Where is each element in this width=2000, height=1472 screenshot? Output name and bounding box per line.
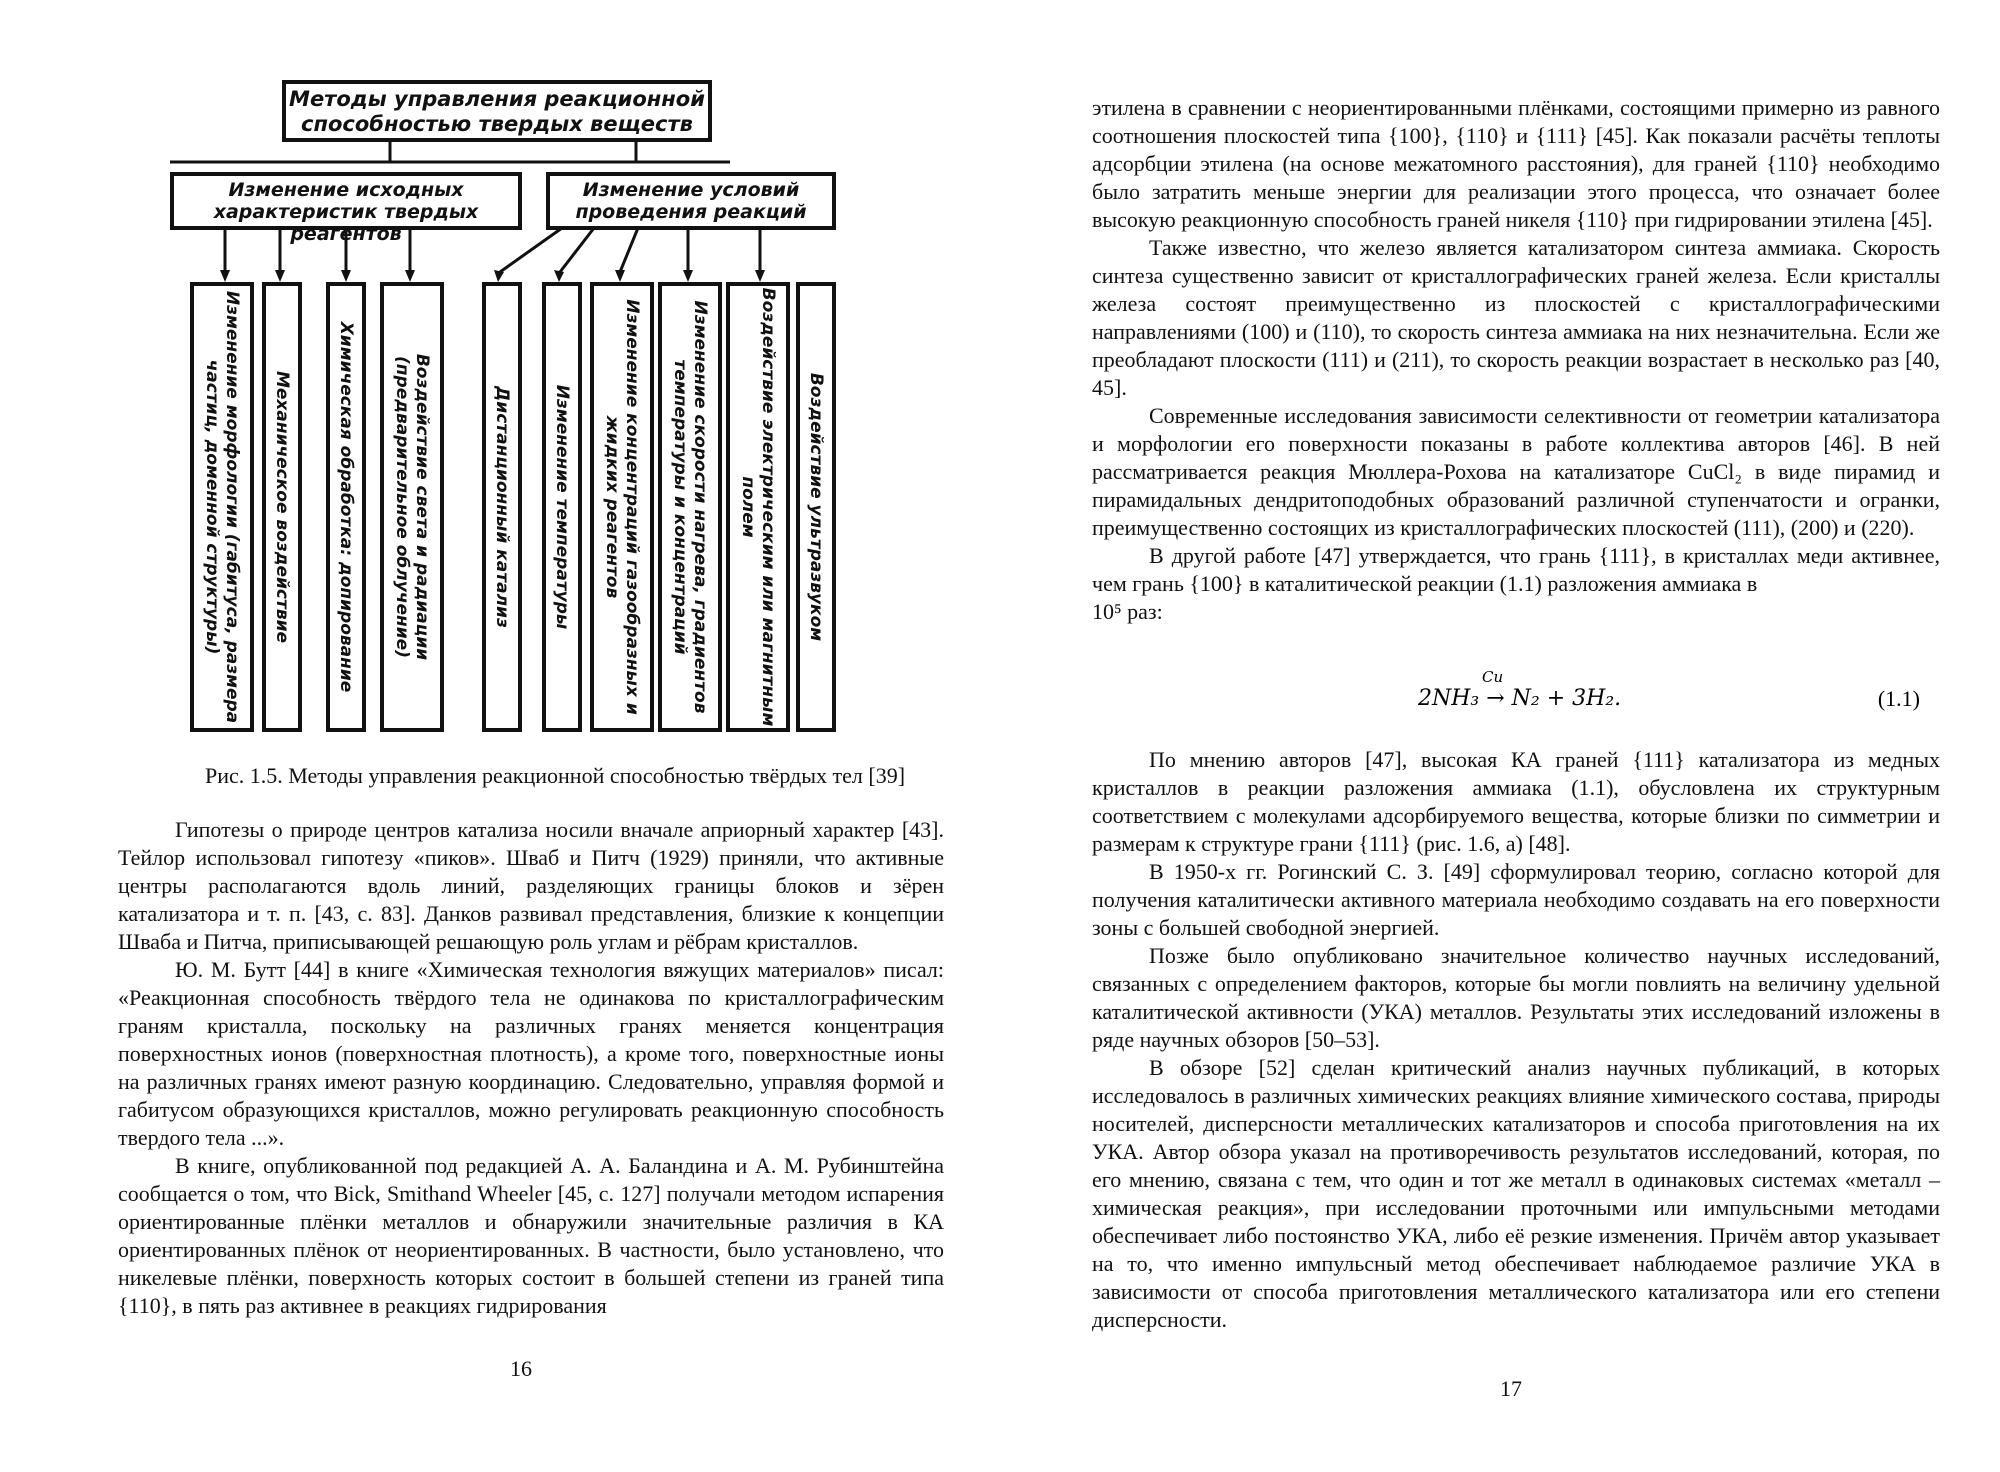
paragraph: Также известно, что железо является катализатором синтеза аммиака. Скорость синтеза существенно зависит от кристаллографических граней железа. Если кристаллы железа состоят преимущественно из плоскостей с кристаллографическими направлениями (100) и (110), то скорость синтеза аммиака на них незначительна. Если же преобладают плоскости (111) и (211), то скорость реакции возрастает в несколько раз [40, 45]. <box>1092 235 1940 400</box>
diagram-left-branch <box>170 172 522 245</box>
right-body-bottom <box>1092 746 1940 1334</box>
page-number-left: 16 <box>510 1356 532 1381</box>
paragraph: этилена в сравнении с неориентированными плёнками, состоящими примерно из равного соотношения плоскостей типа {100}, {110} и {111} [45]. Как показали расчёты теплоты адсорбции этилена (на основе межатомного расстояния), для граней {110} необходимо было затратить меньше энергии для реализации этого процесса, что означает более высокую реакционную способность граней никеля {110} при гидрировании этилена [45]. <box>1092 95 1940 232</box>
diagram-item-remote-catalysis <box>482 282 522 732</box>
diagram-item-concentrations <box>590 282 654 732</box>
diagram-item-label: Химическая обработка: допирование <box>336 321 356 693</box>
paragraph: В другой работе [47] утверждается, что грань {111}, в кристаллах меди активнее, чем грань {100} в каталитической реакции (1.1) разложения аммиака в <box>1092 543 1940 596</box>
paragraph: В обзоре [52] сделан критический анализ научных публикаций, в которых исследовалось в различных химических реакциях влияние химического состава, природы носителей, дисперсности металлических катализаторов и способа приготовления на их УКА. Автор обзора указал на противоречивость результатов исследований, которая, по его мнению, связана с тем, что один и тот же металл в одинаковых системах «металл – химическая реакция», при исследовании проточными или импульсными методами обеспечивает либо постоянство УКА, либо её резкие изменения. Причём автор указывает на то, что именно импульсный метод обеспечивает наблюдаемое различие УКА в зависимости от способа приготовления металлического катализатора или его степени дисперсности. <box>1092 1055 1940 1332</box>
equation-number: (1.1) <box>1877 686 1920 711</box>
diagram-item-label: Воздействие ультразвуком <box>806 372 826 642</box>
diagram-item-label: Изменение скорости нагрева, градиентов температуры и концентраций <box>670 300 710 714</box>
diagram-item-label: Изменение концентраций газообразных и жидких реагентов <box>602 299 642 715</box>
paragraph: По мнению авторов [47], высокая КА граней {111} катализатора из медных кристаллов в реакции разложения аммиака (1.1), обусловлена их структурным соответствием с молекулами адсорбируемого вещества, которые близки по симметрии и размерам к структуре грани {111} (рис. 1.6, а) [48]. <box>1092 747 1940 856</box>
diagram-item-label: Изменение температуры <box>552 384 572 630</box>
diagram-top-box <box>282 80 712 142</box>
equation-expression: 2NH₃ → N₂ + 3H₂. <box>1418 686 1622 711</box>
paragraph: Современные исследования зависимости селективности от геометрии катализатора и морфологии его поверхности показаны в работе коллектива авторов [46]. В ней рассматривается реакция Мюллера-Рохова на катализаторе CuCl₂ в виде пирамид и пирамидальных дендритоподобных образований различной ступенчатости и огранки, преимущественно состоящих из кристаллографических плоскостей (111), (200) и (220). <box>1092 403 1940 540</box>
equation-catalyst: Cu <box>1482 668 1504 686</box>
right-body-top <box>1092 94 1940 626</box>
figure-caption: Рис. 1.5. Методы управления реакционной способностью твёрдых тел [39] <box>204 763 906 788</box>
page-number-right: 17 <box>1500 1376 1522 1401</box>
left-body <box>118 816 944 1320</box>
diagram-item-label: Механическое воздействие <box>272 370 292 644</box>
diagram-right-branch <box>546 172 836 230</box>
diagram-item-ultrasound <box>796 282 836 732</box>
diagram-item-label: Изменение морфологии (габитуса, размера частиц, доменной структуры) <box>202 290 242 724</box>
paragraph: В книге, опубликованной под редакцией А. А. Баландина и А. М. Рубинштейна сообщается о том, что Bick, Smithand Wheeler [45, с. 127] получали методом испарения ориентированные плёнки металлов и обнаружили значительные различия в КА ориентированных плёнок от неориентированных. В частности, было установлено, что никелевые плёнки, поверхность которых состоит в большей степени из граней типа {110}, в пять раз активнее в реакциях гидрирования <box>118 1153 944 1318</box>
diagram-right-branch-label: Изменение условий проведения реакций <box>575 179 807 223</box>
diagram-item-label: Воздействие электрическим или магнитным полем <box>738 287 778 727</box>
diagram-item-electric-magnetic <box>726 282 790 732</box>
diagram-item-light-radiation <box>380 282 444 732</box>
diagram-item-label: Воздействие света и радиации (предварительное облучение) <box>392 353 432 661</box>
diagram-item-heating-rate <box>658 282 722 732</box>
paragraph: В 1950-х гг. Рогинский С. З. [49] сформулировал теорию, согласно которой для получения каталитически активного материала необходимо создавать на его поверхности зоны с большей свободной энергией. <box>1092 859 1940 940</box>
diagram-item-mechanical <box>262 282 302 732</box>
diagram-item-temperature <box>542 282 582 732</box>
diagram-item-label: Дистанционный катализ <box>492 386 512 628</box>
diagram-item-morphology <box>190 282 254 732</box>
diagram-left-branch-label: Изменение исходных характеристик твердых реагентов <box>213 179 479 245</box>
diagram-top-label: Методы управления реакционной способностью твердых веществ <box>289 87 705 136</box>
paragraph: Ю. М. Бутт [44] в книге «Химическая технология вяжущих материалов» писал: «Реакционная способность твёрдого тела не одинакова по кристаллографическим граням кристалла, поскольку на различных гранях меняется концентрация поверхностных ионов (поверхностная плотность), а кроме того, поверхностные ионы на различных гранях имеют разную координацию. Следовательно, управляя формой и габитусом образующихся кристаллов, можно регулировать реакционную способность твердого тела ...». <box>118 957 944 1150</box>
paragraph: Позже было опубликовано значительное количество научных исследований, связанных с определением факторов, которые бы могли повлиять на величину удельной каталитической активности (УКА) металлов. Результаты этих исследований изложены в ряде научных обзоров [50–53]. <box>1092 943 1940 1052</box>
ratio-text: 10⁵ раз: <box>1092 599 1163 624</box>
paragraph: Гипотезы о природе центров катализа носили вначале априорный характер [43]. Тейлор использовал гипотезу «пиков». Шваб и Питч (1929) приняли, что активные центры располагаются вдоль линий, разделяющих границы блоков и зёрен катализатора и т. п. [43, с. 83]. Данков развивал представления, близкие к концепции Шваба и Питча, приписывающей решающую роль углам и рёбрам кристаллов. <box>118 817 944 954</box>
diagram-item-chemical <box>326 282 366 732</box>
equation-1-1 <box>1092 668 1940 730</box>
